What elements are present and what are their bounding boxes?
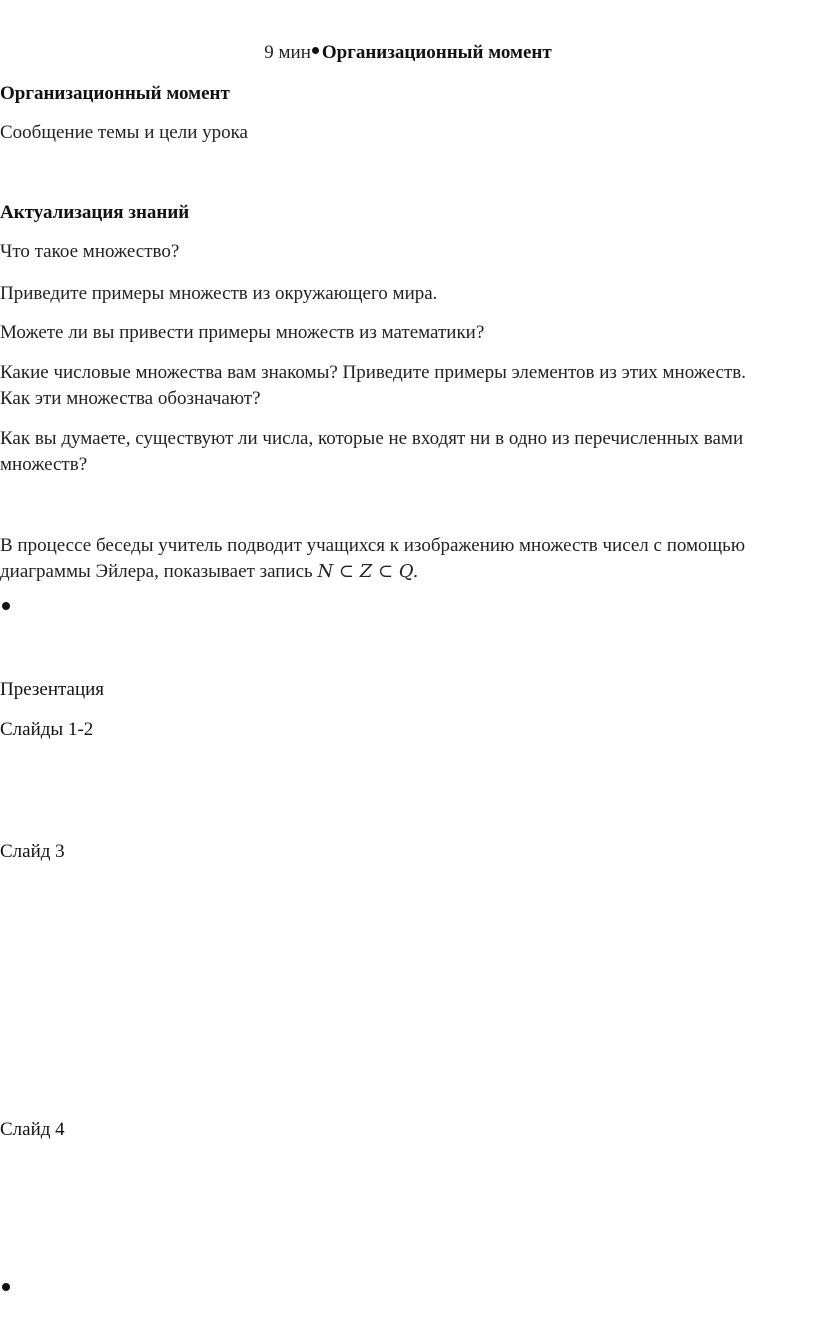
process-paragraph <box>0 533 760 585</box>
process-text: В процессе беседы учитель подводит учащихся к изображению множеств чисел с помощью диаграммы Эйлера, показывает запись <box>0 535 746 582</box>
stage1-heading: Организационный момент <box>0 83 230 104</box>
slides-1-2-label: Слайды 1-2 <box>0 719 94 740</box>
time-label: 9 мин <box>264 42 311 63</box>
stage2-heading: Актуализация знаний <box>0 202 190 223</box>
slide-3-label: Слайд 3 <box>0 841 65 862</box>
set-formula: N ⊂ Z ⊂ Q. <box>317 561 419 582</box>
header-title: Организационный момент <box>321 42 552 63</box>
bullet-icon <box>2 1283 10 1291</box>
question-5: Как вы думаете, существуют ли числа, которые не входят ни в одно из перечисленных вами множеств? <box>0 428 744 475</box>
question-3: Можете ли вы привести примеры множеств из математики? <box>0 322 485 343</box>
question-4: Какие числовые множества вам знакомы? Приведите примеры элементов из этих множеств. Как эти множества обозначают? <box>0 362 746 409</box>
stage1-text: Сообщение темы и цели урока <box>0 122 248 143</box>
bullet-icon <box>312 47 319 54</box>
question-2: Приведите примеры множеств из окружающего мира. <box>0 283 438 304</box>
bullet-icon <box>2 602 10 610</box>
header-line <box>0 40 816 66</box>
presentation-label: Презентация <box>0 679 105 700</box>
question-1: Что такое множество? <box>0 241 180 262</box>
slide-4-label: Слайд 4 <box>0 1119 65 1140</box>
